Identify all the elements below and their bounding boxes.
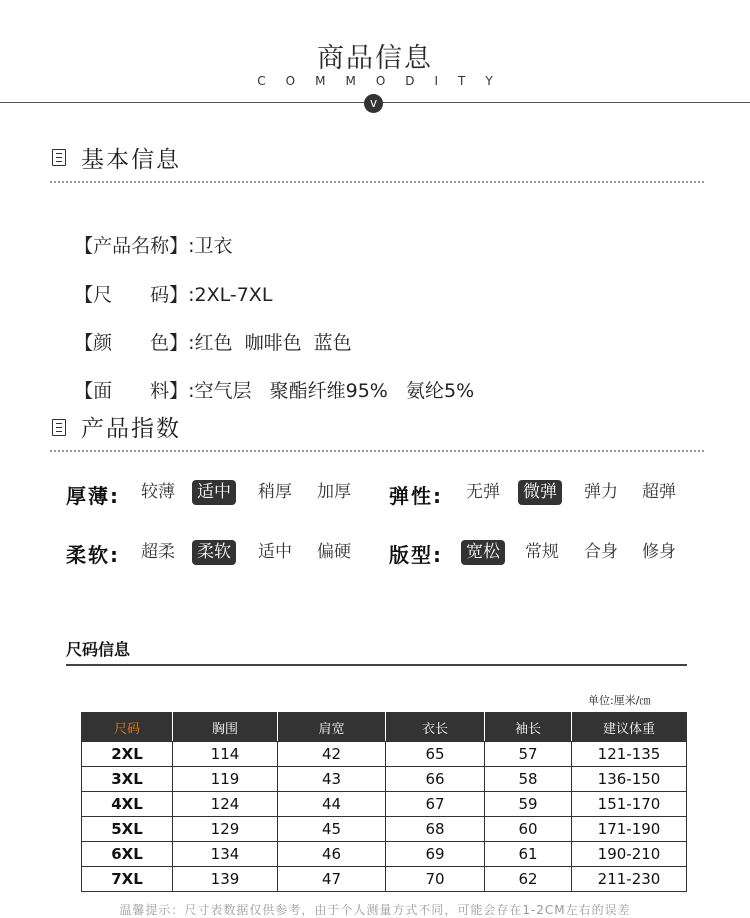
- option-fitted: 合身: [584, 542, 618, 562]
- table-cell: 46: [278, 842, 386, 867]
- option-slim: 修身: [642, 542, 676, 562]
- table-row: [82, 792, 687, 817]
- info-label: 【尺 码】: [74, 284, 189, 306]
- table-cell: 58: [485, 767, 572, 792]
- info-label: 【颜 色】: [74, 332, 189, 354]
- table-cell: 136-150: [572, 767, 687, 792]
- page-title: 商品信息: [317, 43, 433, 74]
- basic-info-heading: 基本信息: [81, 147, 181, 173]
- table-cell: 44: [278, 792, 386, 817]
- size-table: [81, 712, 687, 892]
- size-cell: 2XL: [82, 742, 173, 767]
- table-row: [82, 817, 687, 842]
- document-icon: [52, 149, 66, 166]
- table-header-row: [82, 713, 687, 742]
- option-thin: 较薄: [141, 482, 175, 502]
- section-divider: [50, 181, 704, 183]
- info-value: :卫衣: [188, 235, 233, 257]
- info-label: 【面 料】: [74, 380, 189, 402]
- info-row-color: [62, 306, 352, 355]
- column-header: 袖长: [485, 713, 572, 742]
- table-cell: 211-230: [572, 867, 687, 892]
- table-cell: 114: [173, 742, 278, 767]
- chevron-down-icon: v: [364, 94, 383, 113]
- table-row: [82, 867, 687, 892]
- option-extra-thick: 加厚: [317, 482, 351, 502]
- table-cell: 121-135: [572, 742, 687, 767]
- info-value: :2XL-7XL: [188, 284, 273, 306]
- info-label: 【产品名称】: [74, 235, 189, 257]
- section-divider: [50, 450, 704, 452]
- table-cell: 65: [386, 742, 485, 767]
- table-cell: 42: [278, 742, 386, 767]
- document-icon: [52, 419, 66, 436]
- table-cell: 124: [173, 792, 278, 817]
- size-cell: 7XL: [82, 867, 173, 892]
- table-cell: 171-190: [572, 817, 687, 842]
- option-soft-selected: 柔软: [192, 540, 236, 565]
- table-cell: 47: [278, 867, 386, 892]
- option-slight-stretch-selected: 微弹: [518, 480, 562, 505]
- table-cell: 151-170: [572, 792, 687, 817]
- table-cell: 62: [485, 867, 572, 892]
- option-super-soft: 超柔: [141, 542, 175, 562]
- table-cell: 119: [173, 767, 278, 792]
- product-index-heading: 产品指数: [81, 416, 181, 442]
- table-cell: 129: [173, 817, 278, 842]
- column-header: 肩宽: [278, 713, 386, 742]
- attr-label-fit: 版型:: [389, 543, 443, 567]
- column-header: 衣长: [386, 713, 485, 742]
- size-cell: 3XL: [82, 767, 173, 792]
- unit-label: 单位:厘米/㎝: [588, 694, 651, 707]
- info-value: :空气层 聚酯纤维95% 氨纶5%: [188, 380, 475, 402]
- table-cell: 190-210: [572, 842, 687, 867]
- attr-label-elasticity: 弹性:: [389, 484, 443, 508]
- table-cell: 60: [485, 817, 572, 842]
- column-header: 胸围: [173, 713, 278, 742]
- info-row-fabric: [62, 354, 474, 403]
- table-row: [82, 767, 687, 792]
- table-cell: 68: [386, 817, 485, 842]
- table-cell: 66: [386, 767, 485, 792]
- option-loose-selected: 宽松: [461, 540, 505, 565]
- table-cell: 43: [278, 767, 386, 792]
- size-disclaimer-note: 温馨提示：尺寸表数据仅供参考，由于个人测量方式不同，可能会存在1-2CM左右的误差: [119, 903, 631, 917]
- table-cell: 134: [173, 842, 278, 867]
- table-cell: 57: [485, 742, 572, 767]
- table-cell: 59: [485, 792, 572, 817]
- option-super-stretch: 超弹: [642, 482, 676, 502]
- column-header: 建议体重: [572, 713, 687, 742]
- option-thick: 稍厚: [258, 482, 292, 502]
- size-cell: 5XL: [82, 817, 173, 842]
- table-cell: 69: [386, 842, 485, 867]
- table-row: [82, 742, 687, 767]
- table-cell: 45: [278, 817, 386, 842]
- table-cell: 61: [485, 842, 572, 867]
- table-row: [82, 842, 687, 867]
- option-moderate: 适中: [258, 542, 292, 562]
- table-cell: 67: [386, 792, 485, 817]
- size-divider: [66, 664, 687, 666]
- page-subtitle: COMMODITY: [257, 74, 513, 88]
- option-stretch: 弹力: [584, 482, 618, 502]
- attr-label-thickness: 厚薄:: [66, 484, 120, 508]
- option-no-stretch: 无弹: [466, 482, 500, 502]
- option-firm: 偏硬: [317, 542, 351, 562]
- table-cell: 70: [386, 867, 485, 892]
- option-medium-selected: 适中: [192, 480, 236, 505]
- size-info-heading: 尺码信息: [66, 640, 131, 659]
- attr-label-softness: 柔软:: [66, 543, 120, 567]
- size-cell: 4XL: [82, 792, 173, 817]
- column-header: 尺码: [82, 713, 173, 742]
- info-row-name: [62, 209, 233, 258]
- info-value: :红色 咖啡色 蓝色: [188, 332, 352, 354]
- info-row-size: [62, 258, 272, 307]
- table-cell: 139: [173, 867, 278, 892]
- option-regular: 常规: [525, 542, 559, 562]
- size-cell: 6XL: [82, 842, 173, 867]
